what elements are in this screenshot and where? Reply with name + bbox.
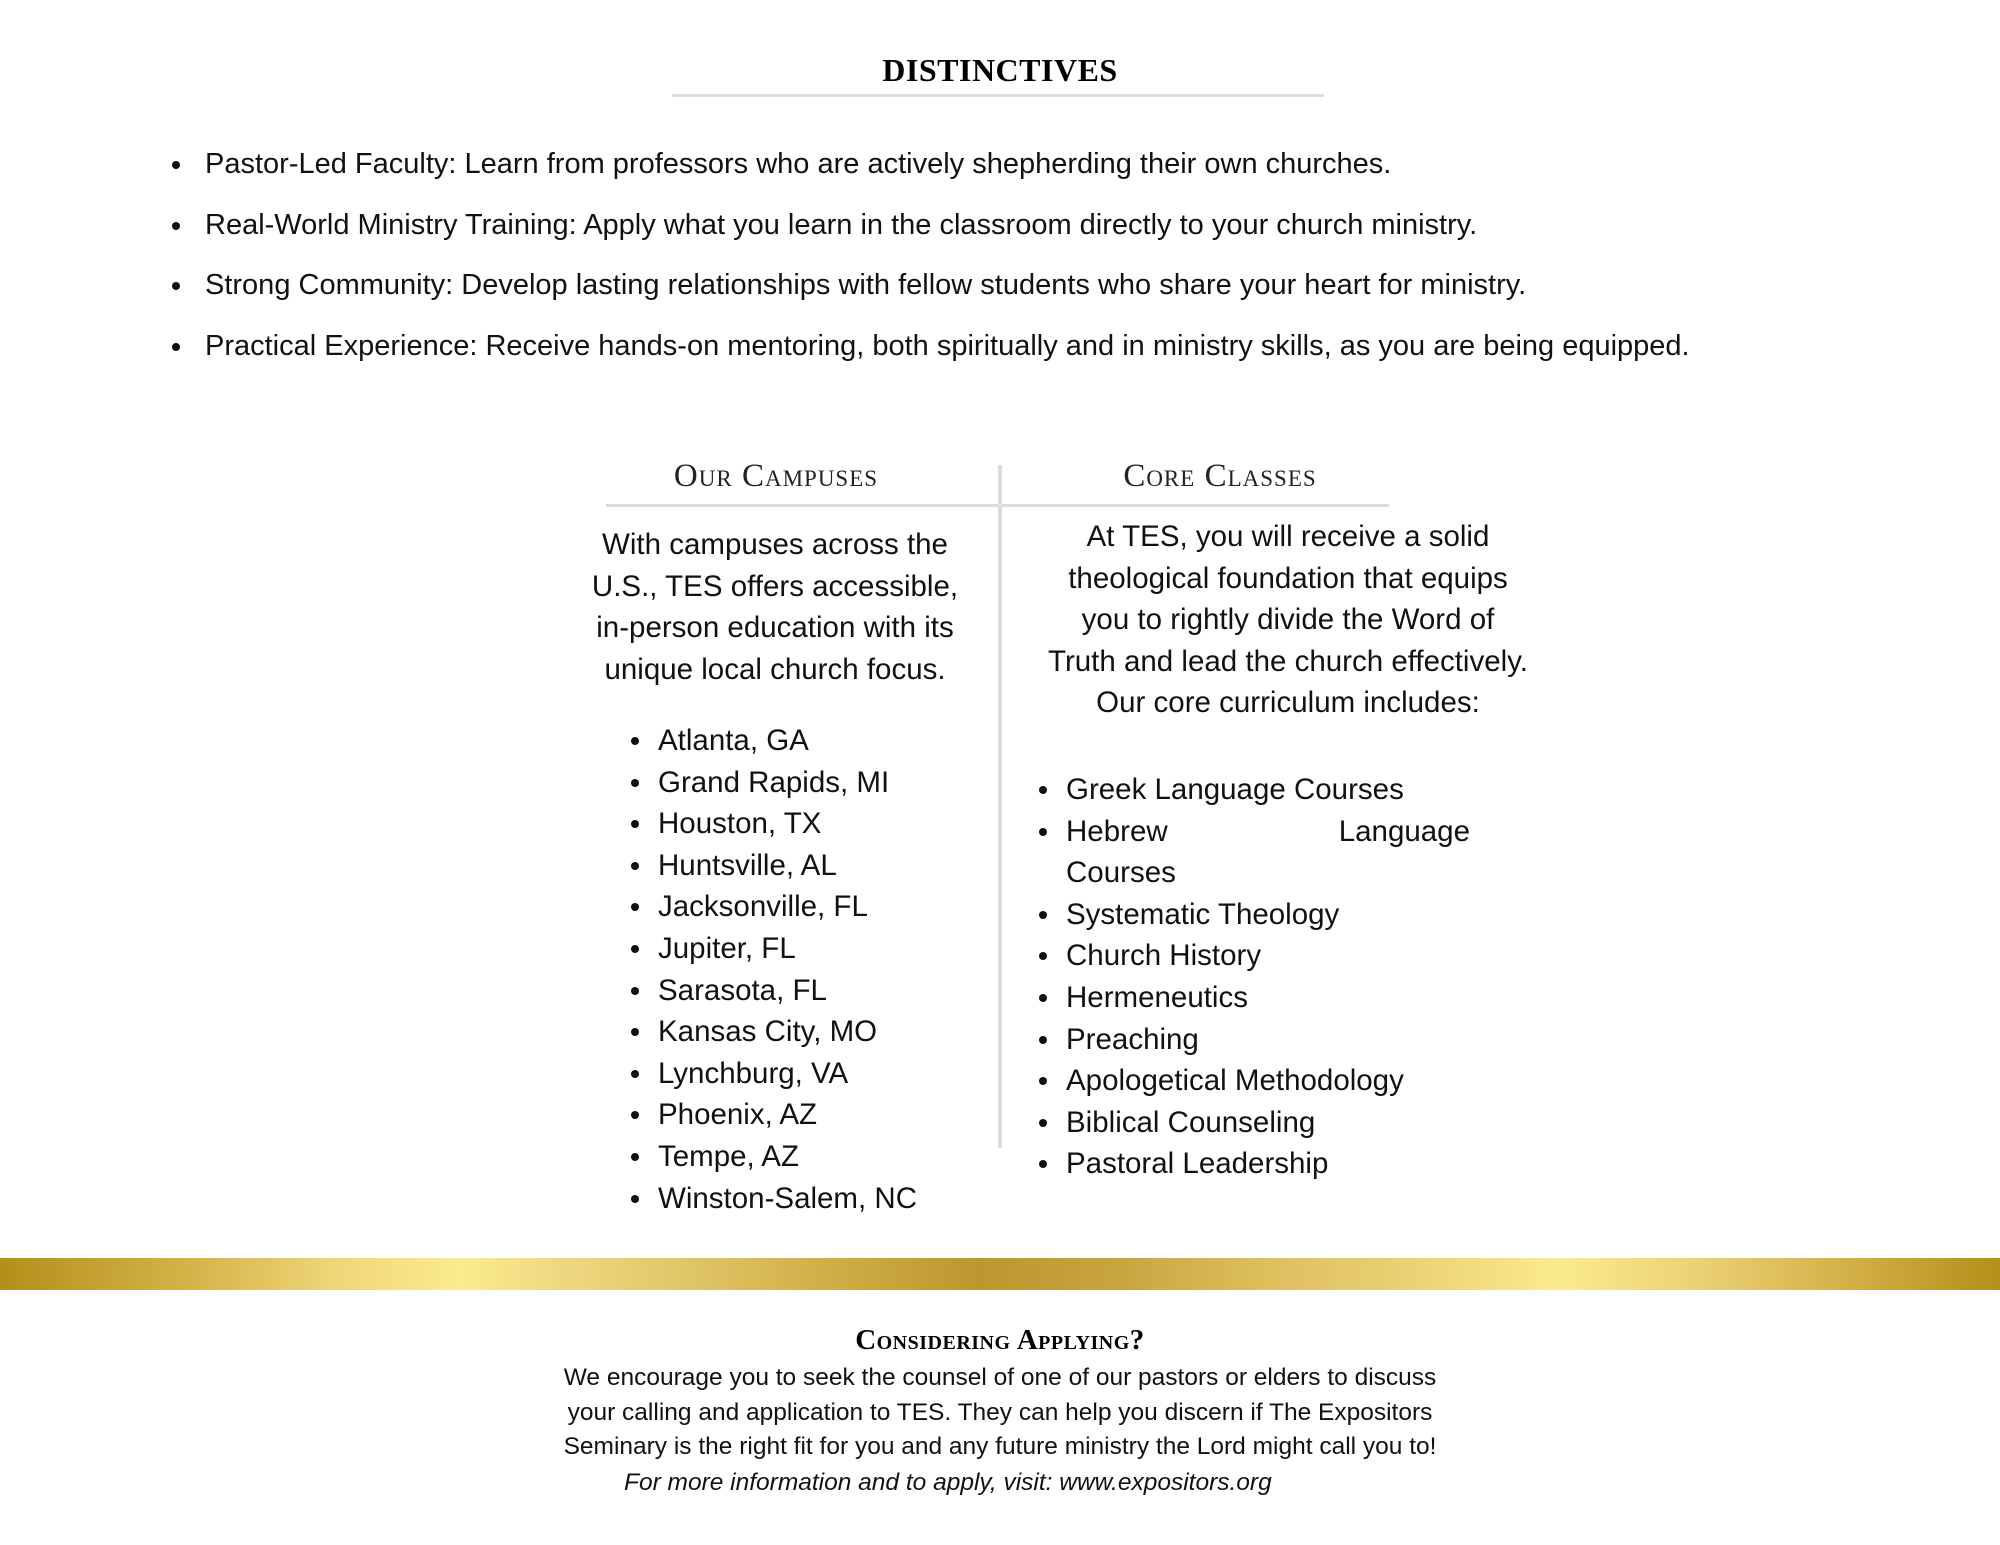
campus-item: Atlanta, GA xyxy=(625,720,917,762)
campus-item: Tempe, AZ xyxy=(625,1136,917,1178)
apply-body-line: We encourage you to seek the counsel of one of our pastors or elders to discuss xyxy=(563,1364,1437,1391)
campus-item: Phoenix, AZ xyxy=(625,1094,917,1136)
campus-item: Lynchburg, VA xyxy=(625,1053,917,1095)
apply-body xyxy=(500,1361,1500,1465)
apply-body-line: Seminary is the right fit for you and any future ministry the Lord might call you to! xyxy=(563,1433,1437,1460)
class-item-word: Courses xyxy=(1066,856,1176,890)
campus-item: Grand Rapids, MI xyxy=(625,762,917,804)
distinctives-divider xyxy=(672,94,1324,97)
class-item: Systematic Theology xyxy=(1033,894,1483,936)
apply-title: Considering Applying? xyxy=(855,1324,1145,1356)
class-item: Preaching xyxy=(1033,1019,1483,1061)
campuses-intro xyxy=(555,524,995,690)
class-item: Apologetical Methodology xyxy=(1033,1060,1483,1102)
campus-list xyxy=(625,720,917,1219)
core-classes-intro-line: At TES, you will receive a solid xyxy=(1086,520,1490,553)
core-classes-heading: Core Classes xyxy=(1123,458,1317,494)
campus-item: Kansas City, MO xyxy=(625,1011,917,1053)
campus-item: Winston-Salem, NC xyxy=(625,1178,917,1220)
campuses-intro-line: U.S., TES offers accessible, xyxy=(591,569,959,603)
core-classes-intro xyxy=(1002,516,1574,724)
core-class-list xyxy=(1033,769,1483,1185)
core-classes-intro-line: Truth and lead the church effectively. xyxy=(1048,644,1528,678)
campuses-intro-line: unique local church focus. xyxy=(604,652,946,686)
distinctive-item: Practical Experience: Receive hands-on mentoring, both spiritually and in ministry skills, as you are being equipped. xyxy=(170,330,1690,391)
distinctive-item: Real-World Ministry Training: Apply what you learn in the classroom directly to your church ministry. xyxy=(170,209,1690,270)
class-item: Hermeneutics xyxy=(1033,977,1483,1019)
campus-item: Sarasota, FL xyxy=(625,970,917,1012)
campuses-intro-line: in-person education with its xyxy=(596,611,954,644)
core-classes-intro-line: Our core curriculum includes: xyxy=(1096,686,1480,719)
distinctives-title: DISTINCTIVES xyxy=(882,52,1118,88)
distinctive-item: Pastor-Led Faculty: Learn from professors who are actively shepherding their own churches. xyxy=(170,148,1690,209)
class-item: Church History xyxy=(1033,935,1483,977)
campuses-heading: Our Campuses xyxy=(673,458,879,494)
core-classes-intro-line: theological foundation that equips xyxy=(1068,561,1508,595)
core-classes-intro-line: you to rightly divide the Word of xyxy=(1081,603,1495,636)
class-item: Biblical Counseling xyxy=(1033,1102,1483,1144)
campus-item: Huntsville, AL xyxy=(625,845,917,887)
distinctive-item: Strong Community: Develop lasting relationships with fellow students who share your heart for ministry. xyxy=(170,269,1690,330)
distinctives-list xyxy=(170,148,1690,390)
class-item xyxy=(1033,811,1483,894)
campuses-intro-line: With campuses across the xyxy=(602,528,948,561)
gold-gradient-band xyxy=(0,1258,2000,1290)
class-item-word: Language xyxy=(1338,814,1470,848)
class-item-word: Hebrew xyxy=(1066,814,1168,848)
apply-website-link[interactable]: For more information and to apply, visit: www.expositors.org xyxy=(624,1469,1272,1496)
class-item: Pastoral Leadership xyxy=(1033,1143,1483,1185)
campus-item: Houston, TX xyxy=(625,803,917,845)
campus-item: Jacksonville, FL xyxy=(625,886,917,928)
campus-item: Jupiter, FL xyxy=(625,928,917,970)
apply-body-line: your calling and application to TES. They can help you discern if The Expositors xyxy=(567,1398,1433,1426)
class-item: Greek Language Courses xyxy=(1033,769,1483,811)
